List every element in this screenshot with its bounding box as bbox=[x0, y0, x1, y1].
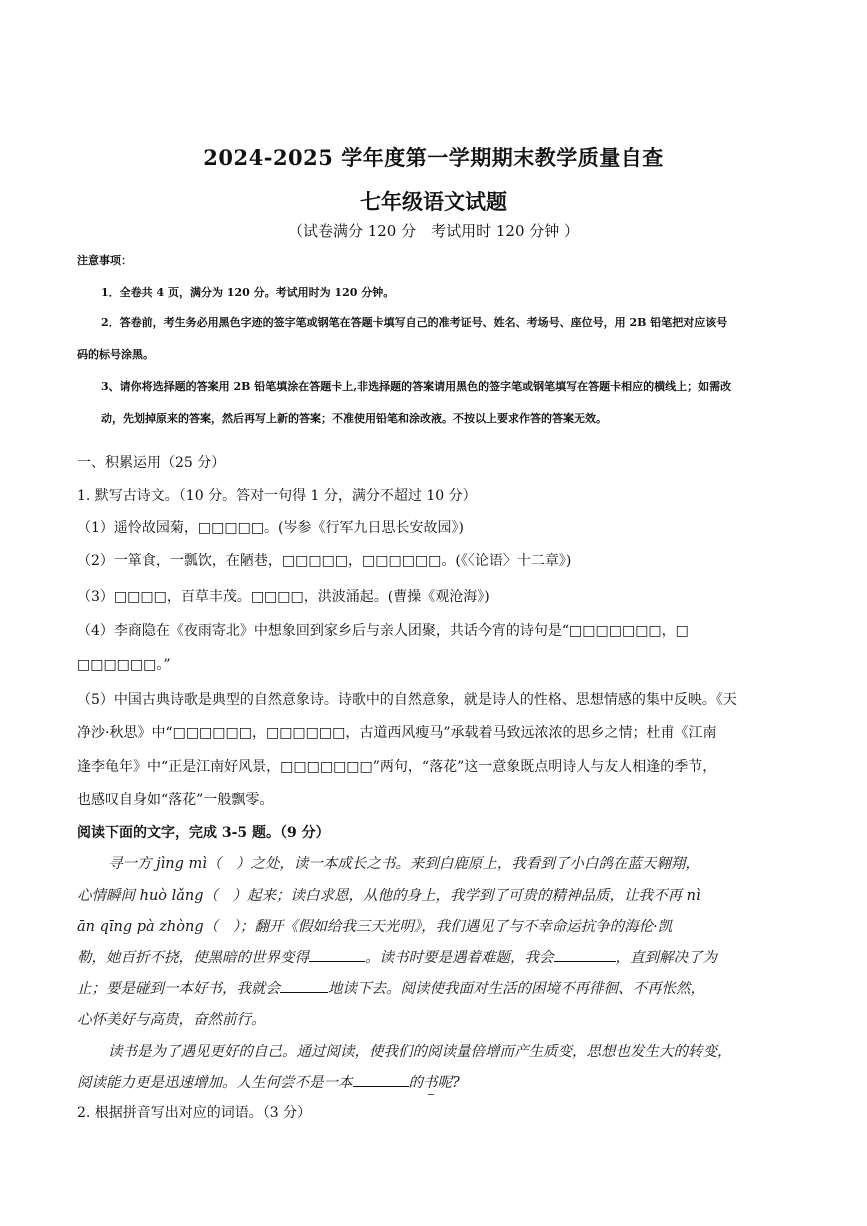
passage-2-line-2-part-2: 的书呢? bbox=[408, 1075, 460, 1091]
question-1-5-line-1: （5）中国古典诗歌是典型的自然意象诗。诗歌中的自然意象，就是诗人的性格、思想情感的集中反映。《天 bbox=[77, 692, 737, 708]
passage-2-line-1: 读书是为了遇见更好的自己。通过阅读，使我们的阅读量倍增而产生质变，思想也发生大的转变， bbox=[108, 1044, 732, 1060]
question-1-intro: 1. 默写古诗文。（10 分。答对一句得 1 分，满分不超过 10 分） bbox=[77, 488, 477, 504]
exam-subtitle: 七年级语文试题 bbox=[360, 189, 507, 214]
passage-line-3: ān qīng pà zhòng（ ）；翻开《假如给我三天光明》，我们遇见了与不幸命运抗争的海伦·凯 bbox=[77, 919, 673, 935]
question-1-2: （2）一箪食，一瓢饮，在陋巷，□□□□□，□□□□□□。(《〈论语〉十二章》) bbox=[77, 553, 572, 569]
fill-blank-4[interactable] bbox=[353, 1074, 409, 1087]
passage-line-4 bbox=[77, 946, 717, 967]
passage-line-6: 心怀美好与高贵，奋然前行。 bbox=[77, 1012, 266, 1028]
passage-line-2: 心情瞬间 huò lǎng（ ）起来；读白求恩，从他的身上，我学到了可贵的精神品质，让我不再 nì bbox=[77, 888, 701, 904]
fill-blank-1[interactable] bbox=[309, 949, 365, 962]
question-1-3: （3）□□□□，百草丰茂。□□□□，洪波涌起。(曹操《观沧海》) bbox=[77, 589, 490, 605]
passage-line-5-part-2: 地读下去。阅读使我面对生活的困境不再徘徊、不再怅然， bbox=[328, 981, 705, 997]
question-1-5-line-4: 也感叹自身如“落花”一般飘零。 bbox=[77, 792, 274, 808]
notice-item-1: 1．全卷共 4 页，满分为 120 分。考试用时为 120 分钟。 bbox=[101, 286, 395, 299]
question-1-5-line-2: 净沙·秋思》中“□□□□□□，□□□□□□，古道西风瘦马”承载着马致远浓浓的思乡之情；杜甫《江南 bbox=[77, 725, 717, 741]
notice-item-3-line-1: 3、请你将选择题的答案用 2B 铅笔填涂在答题卡上,非选择题的答案请用黑色的签字笔或钢笔填写在答题卡相应的横线上；如需改 bbox=[101, 380, 732, 393]
question-1-5-line-3: 逢李龟年》中“正是江南好风景，□□□□□□□”两句，“落花”这一意象既点明诗人与友人相逢的季节， bbox=[77, 759, 717, 775]
exam-title: 2024-2025 学年度第一学期期末教学质量自查 bbox=[203, 145, 664, 170]
passage-line-4-part-3: ，直到解决了为 bbox=[615, 950, 717, 966]
notice-item-2-line-1: 2．答卷前，考生务必用黑色字迹的签字笔或钢笔在答题卡填写自己的准考证号、姓名、考场号、座位号，用 2B 铅笔把对应该号 bbox=[101, 316, 728, 329]
fill-blank-3[interactable] bbox=[280, 980, 328, 993]
scan-speck bbox=[428, 1094, 434, 1095]
exam-info: （试卷满分 120 分 考试用时 120 分钟 ） bbox=[287, 222, 580, 240]
reading-intro: 阅读下面的文字，完成 3-5 题。（9 分） bbox=[77, 825, 330, 841]
passage-line-4-part-2: 。读书时要是遇着难题，我会 bbox=[365, 950, 554, 966]
notice-heading: 注意事项： bbox=[77, 254, 132, 267]
notice-item-2-line-2: 码的标号涂黑。 bbox=[77, 348, 154, 361]
passage-line-4-part-1: 勒，她百折不挠，使黑暗的世界变得 bbox=[77, 950, 309, 966]
notice-item-3-line-2: 动，先划掉原来的答案，然后再写上新的答案；不准使用铅笔和涂改液。不按以上要求作答的答案无效。 bbox=[101, 412, 607, 425]
question-1-1: （1）遥怜故园菊，□□□□□。(岑参《行军九日思长安故园》) bbox=[77, 520, 464, 536]
fill-blank-2[interactable] bbox=[554, 949, 616, 962]
passage-line-1: 寻一方 jìng mì（ ）之处，读一本成长之书。来到白鹿原上，我看到了小白鸽在蓝天翱翔， bbox=[108, 856, 700, 872]
question-2: 2. 根据拼音写出对应的词语。（3 分） bbox=[77, 1105, 312, 1121]
passage-2-line-2-part-1: 阅读能力更是迅速增加。人生何尝不是一本 bbox=[77, 1075, 353, 1091]
passage-line-5-part-1: 止；要是碰到一本好书，我就会 bbox=[77, 981, 280, 997]
passage-line-5 bbox=[77, 977, 705, 998]
section-1-heading: 一、积累运用（25 分） bbox=[77, 455, 226, 471]
question-1-4-line-2: □□□□□□。” bbox=[77, 657, 171, 673]
passage-2-line-2 bbox=[77, 1071, 460, 1092]
question-1-4-line-1: （4）李商隐在《夜雨寄北》中想象回到家乡后与亲人团聚，共话今宵的诗句是“□□□□□□□，□ bbox=[77, 623, 689, 639]
